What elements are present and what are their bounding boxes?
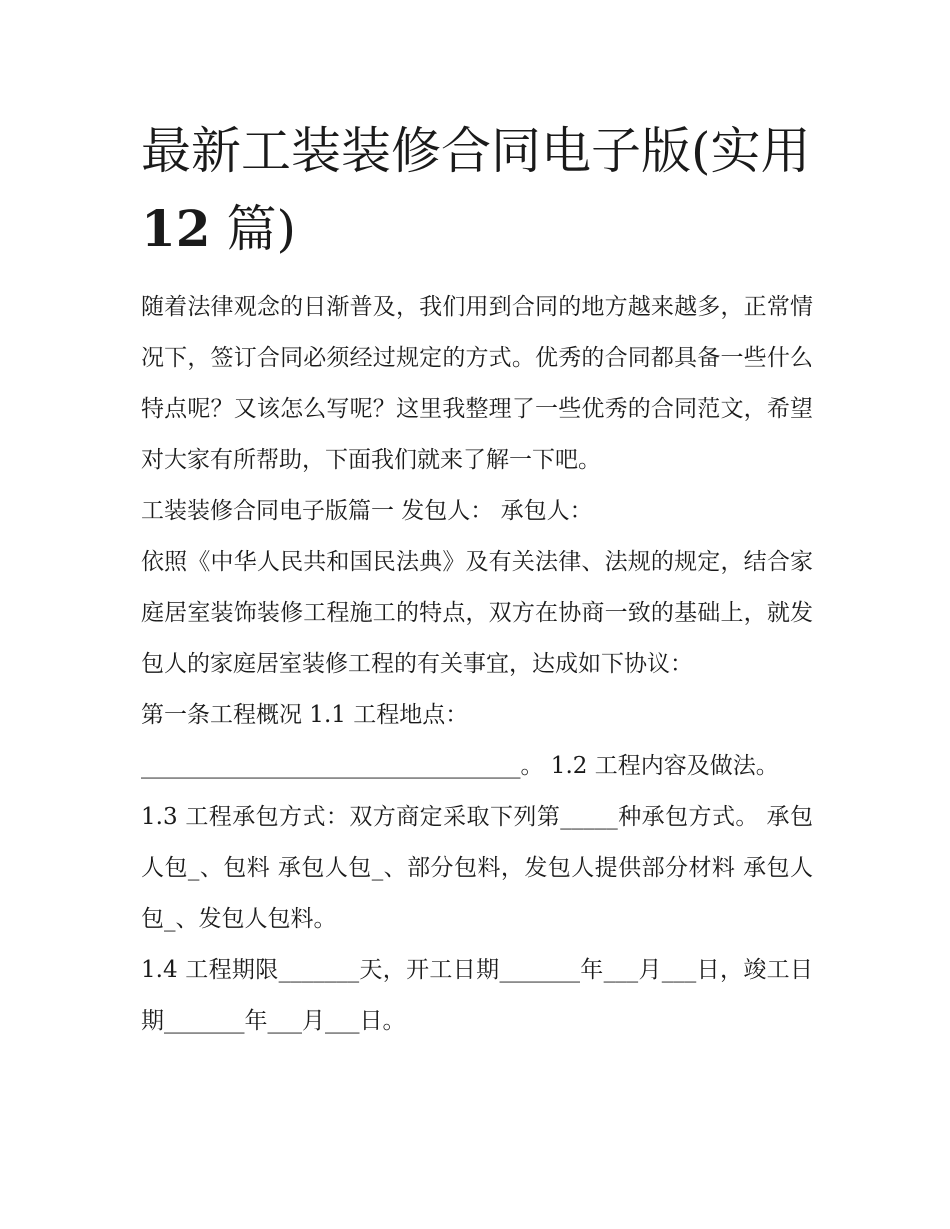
project-period-paragraph: 1.4 工程期限_______天，开工日期_______年___月___日，竣工日期_______年___月___日。 xyxy=(141,957,813,1034)
title-number: 12 xyxy=(141,199,211,258)
intro-paragraph: 随着法律观念的日渐普及，我们用到合同的地方越来越多，正常情况下，签订合同必须经过规定的方式。优秀的合同都具备一些什么特点呢？又该怎么写呢？这里我整理了一些优秀的合同范文，希望对大家有所帮助，下面我们就来了解一下吧。 xyxy=(141,294,813,473)
document-title xyxy=(141,112,813,268)
legal-basis-paragraph: 依照《中华人民共和国民法典》及有关法律、法规的规定，结合家庭居室装饰装修工程施工的特点，双方在协商一致的基础上，就发包人的家庭居室装修工程的有关事宜，达成如下协议： xyxy=(141,549,813,677)
title-main: 最新工装装修合同电子版(实用 xyxy=(141,122,811,180)
title-tail: 篇) xyxy=(226,200,297,258)
document-page xyxy=(141,112,813,1047)
section-heading-parties: 工装装修合同电子版篇一 发包人： 承包人： xyxy=(141,498,593,524)
project-location-line: _________________________________。 1.2 工程内容及做法。 xyxy=(141,753,779,779)
article-one-heading: 第一条工程概况 1.1 工程地点： xyxy=(141,702,469,728)
contract-method-paragraph: 1.3 工程承包方式：双方商定采取下列第_____种承包方式。 承包人包_、包料 承包人包_、部分包料，发包人提供部分材料 承包人包_、发包人包料。 xyxy=(141,804,813,932)
